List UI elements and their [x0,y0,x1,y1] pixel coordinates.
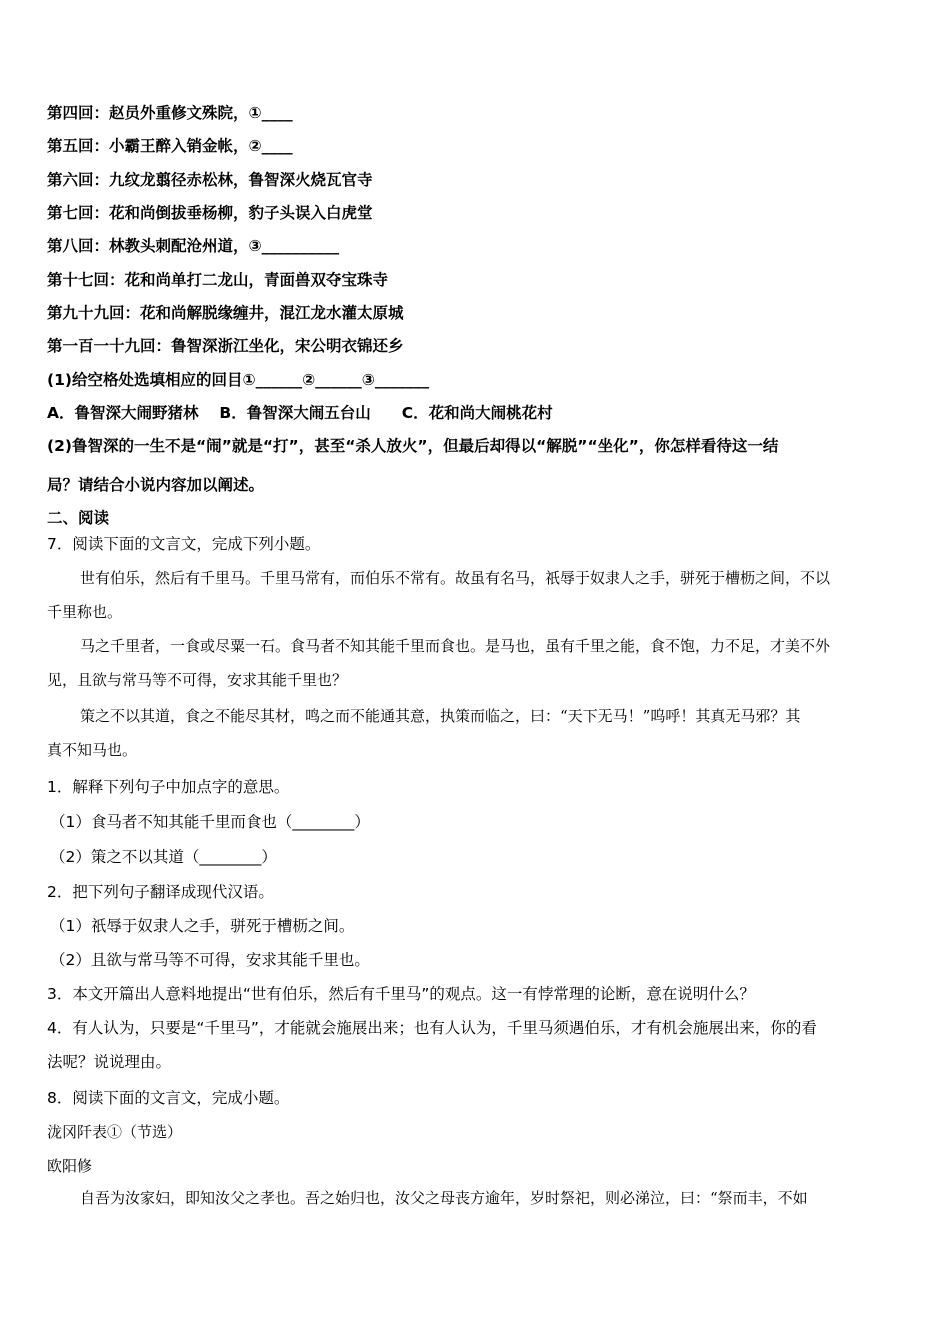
sub-question: 2．把下列句子翻译成现代汉语。 [47,883,274,901]
passage-line: 千里称也。 [47,603,123,621]
passage-author: 欧阳修 [47,1157,93,1175]
q7-prompt: 7．阅读下面的文言文，完成下列小题。 [47,535,321,553]
section-title: 二、阅读 [47,509,110,527]
sub-question: （1）祇辱于奴隶人之手，骈死于槽枥之间。 [50,917,355,935]
question-2: (2)鲁智深的一生不是“闹”就是“打”，甚至“杀人放火”，但最后却得以“解脱”“坐化”，你怎样看待这一结 [47,437,779,455]
passage-line: 真不知马也。 [47,741,138,759]
q8-prompt: 8．阅读下面的文言文，完成小题。 [47,1089,290,1107]
chapter-line: 第一百一十九回：鲁智深浙江坐化，宋公明衣锦还乡 [47,337,404,355]
chapter-line: 第九十九回：花和尚解脱缘缠井，混江龙水灌太原城 [47,304,404,322]
passage-line: 世有伯乐，然后有千里马。千里马常有，而伯乐不常有。故虽有名马，祇辱于奴隶人之手，骈死于槽枥之间，不以 [80,569,831,587]
chapter-line: 第八回：林教头刺配沧州道，③__________ [47,237,340,255]
answer-options: A．鲁智深大闹野猪林 B．鲁智深大闹五台山 C．花和尚大闹桃花村 [47,404,553,422]
chapter-line: 第四回：赵员外重修文殊院，①____ [47,104,293,122]
chapter-line: 第十七回：花和尚单打二龙山，青面兽双夺宝珠寺 [47,271,389,289]
chapter-line: 第五回：小霸王醉入销金帐，②____ [47,137,293,155]
passage-title: 泷冈阡表①（节选） [47,1123,183,1141]
chapter-line: 第六回：九纹龙翦径赤松林，鲁智深火烧瓦官寺 [47,171,373,189]
passage-line: 策之不以其道，食之不能尽其材，鸣之而不能通其意，执策而临之，曰：“天下无马！”呜呼！其真无马邪？其 [80,707,801,725]
sub-question: 4．有人认为，只要是“千里马”，才能就会施展出来；也有人认为，千里马须遇伯乐，才有机会施展出来，你的看 [47,1019,817,1037]
sub-question: 1．解释下列句子中加点字的意思。 [47,778,290,796]
passage-line: 马之千里者，一食或尽粟一石。食马者不知其能千里而食也。是马也，虽有千里之能，食不饱，力不足，才美不外 [80,637,831,655]
question-2-cont: 局？请结合小说内容加以阐述。 [47,476,265,494]
sub-question: （2）策之不以其道（________） [50,848,277,866]
passage-line: 自吾为汝家妇，即知汝父之孝也。吾之始归也，汝父之母丧方逾年，岁时祭祀，则必涕泣，曰：“祭而丰，不如 [80,1189,808,1207]
sub-question: （2）且欲与常马等不可得，安求其能千里也。 [50,951,370,969]
chapter-line: 第七回：花和尚倒拔垂杨柳，豹子头误入白虎堂 [47,204,373,222]
sub-question: 法呢？说说理由。 [47,1053,172,1071]
sub-question: 3．本文开篇出人意料地提出“世有伯乐，然后有千里马”的观点。这一有悖常理的论断，意在说明什么？ [47,985,755,1003]
passage-line: 见，且欲与常马等不可得，安求其能千里也？ [47,671,348,689]
sub-question: （1）食马者不知其能千里而食也（________） [50,813,370,831]
question-1: (1)给空格处选填相应的回目①______②______③_______ [47,371,430,389]
